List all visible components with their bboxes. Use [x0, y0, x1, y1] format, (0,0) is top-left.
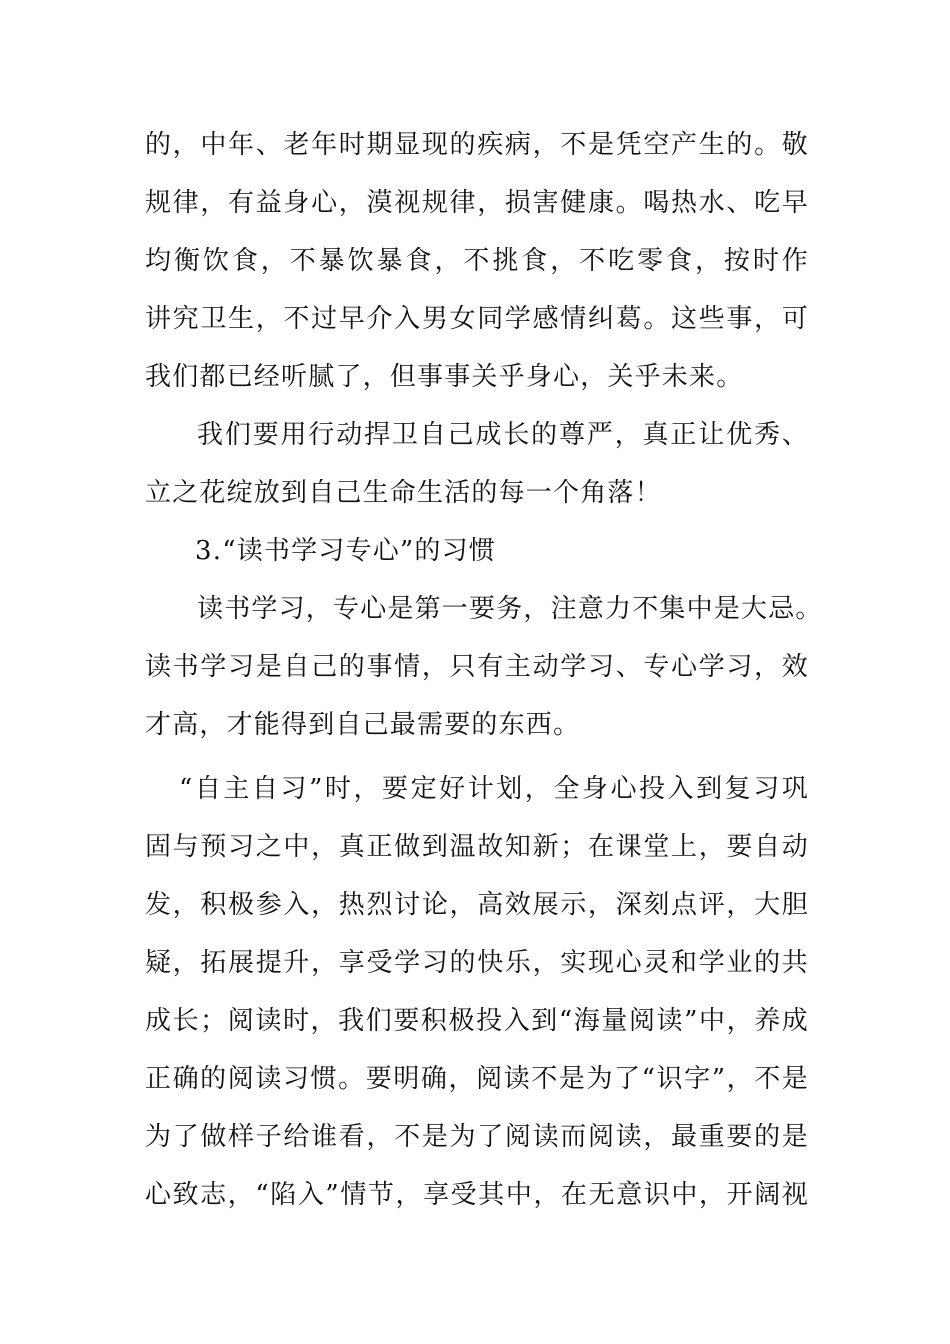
text-line: “自主自习”时，要定好计划，全身心投入到复习巩 — [179, 774, 809, 804]
text-line: 为了做样子给谁看，不是为了阅读而阅读，最重要的是 — [145, 1122, 809, 1152]
section-heading: 3.“读书学习专心”的习惯 — [195, 536, 496, 566]
text-line: 读书学习，专心是第一要务，注意力不集中是大忌。 — [197, 594, 823, 624]
text-line: 心致志，“陷入”情节，享受其中，在无意识中，开阔视 — [145, 1180, 809, 1210]
text-line: 我们都已经听腻了，但事事关乎身心，关乎未来。 — [145, 362, 744, 392]
text-line: 规律，有益身心，漠视规律，损害健康。喝热水、吃早 — [145, 188, 809, 218]
text-line: 疑，拓展提升，享受学习的快乐，实现心灵和学业的共 — [145, 948, 809, 978]
document-body — [145, 116, 823, 1224]
text-line: 才高，才能得到自己最需要的东西。 — [145, 710, 581, 740]
text-line: 成长；阅读时，我们要积极投入到“海量阅读”中，养成 — [145, 1006, 809, 1036]
text-line: 发，积极参入，热烈讨论，高效展示，深刻点评，大胆 — [145, 890, 809, 920]
text-line: 固与预习之中，真正做到温故知新；在课堂上，要自动 — [145, 832, 809, 862]
text-line: 我们要用行动捍卫自己成长的尊严，真正让优秀、 — [197, 420, 809, 450]
text-line: 正确的阅读习惯。要明确，阅读不是为了“识字”，不是 — [145, 1064, 809, 1094]
text-line: 立之花绽放到自己生命生活的每一个角落！ — [145, 478, 662, 508]
text-line: 的，中年、老年时期显现的疾病，不是凭空产生的。敬 — [145, 130, 809, 160]
text-line: 讲究卫生，不过早介入男女同学感情纠葛。这些事，可 — [145, 304, 809, 334]
text-line: 均衡饮食，不暴饮暴食，不挑食，不吃零食，按时作 — [145, 246, 809, 276]
text-line: 读书学习是自己的事情，只有主动学习、专心学习，效 — [145, 652, 809, 682]
